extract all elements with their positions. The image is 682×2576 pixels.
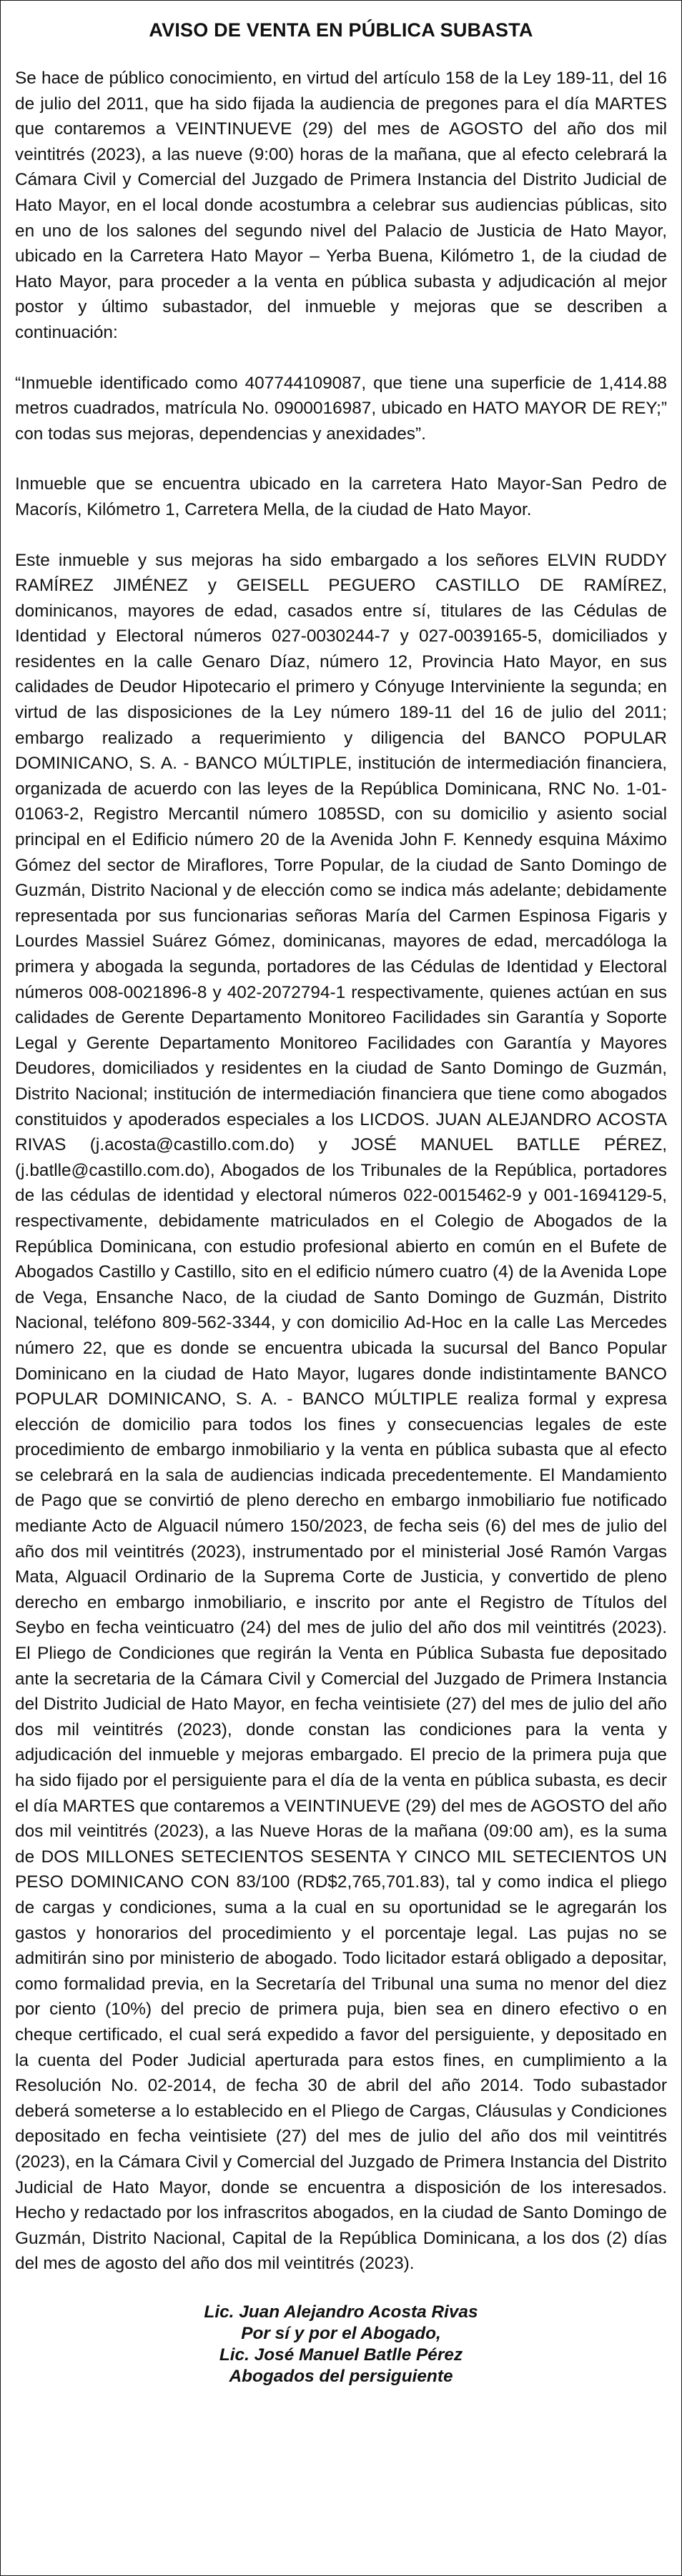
signature-line-attorney-2: Lic. José Manuel Batlle Pérez xyxy=(219,2345,463,2365)
paragraph-property-location: Inmueble que se encuentra ubicado en la carretera Hato Mayor-San Pedro de Macorís, Kilómetro 1, Carretera Mella, de la ciudad de Hato Mayor. xyxy=(15,474,667,519)
paragraph-property-description: “Inmueble identificado como 407744109087, que tiene una superficie de 1,414.88 metros cuadrados, matrícula No. 0900016987, ubicado en HATO MAYOR DE REY;” con todas sus mejoras, dependencias y anexidades”. xyxy=(15,373,667,444)
signature-block xyxy=(15,2302,667,2387)
signature-line-attorney-1: Lic. Juan Alejandro Acosta Rivas xyxy=(204,2302,478,2322)
paragraph-seizure-details: Este inmueble y sus mejoras ha sido embargado a los señores ELVIN RUDDY RAMÍREZ JIMÉNEZ y GEISELL PEGUERO CASTILLO DE RAMÍREZ, dominicanos, mayores de edad, casados entre sí, titulares de las Cédulas de Identidad y Electoral números 027-0030244-7 y 027-0039165-5, domiciliados y residentes en la calle Genaro Díaz, número 12, Provincia Hato Mayor, en sus calidades de Deudor Hipotecario el primero y Cónyuge Interviniente la segunda; en virtud de las disposiciones de la Ley número 189-11 del 16 de julio del 2011; embargo realizado a requerimiento y diligencia del BANCO POPULAR DOMINICANO, S. A. - BANCO MÚLTIPLE, institución de intermediación financiera, organizada de acuerdo con las leyes de la República Dominicana, RNC No. 1-01-01063-2, Registro Mercantil número 1085SD, con su domicilio y asiento social principal en el Edificio número 20 de la Avenida John F. Kennedy esquina Máximo Gómez del sector de Miraflores, Torre Popular, de la ciudad de Santo Domingo de Guzmán, Distrito Nacional y de elección como se indica más adelante; debidamente representada por sus funcionarias señoras María del Carmen Espinosa Figaris y Lourdes Massiel Suárez Gómez, dominicanas, mayores de edad, mercadóloga la primera y abogada la segunda, portadores de las Cédulas de Identidad y Electoral números 008-0021896-8 y 402-2072794-1 respectivamente, quienes actúan en sus calidades de Gerente Departamento Monitoreo Facilidades sin Garantía y Soporte Legal y Gerente Departamento Monitoreo Facilidades con Garantía y Mayores Deudores, domiciliados y residentes en la ciudad de Santo Domingo de Guzmán, Distrito Nacional; institución de intermediación financiera que tiene como abogados constituidos y apoderados especiales a los LICDOS. JUAN ALEJANDRO ACOSTA RIVAS (j.acosta@castillo.com.do) y JOSÉ MANUEL BATLLE PÉREZ, (j.batlle@castillo.com.do), Abogados de los Tribunales de la República, portadores de las cédulas de identidad y electoral números 022-0015462-9 y 001-1694129-5, respectivamente, debidamente matriculados en el Colegio de Abogados de la República Dominicana, con estudio profesional abierto en común en el Bufete de Abogados Castillo y Castillo, sito en el edificio número cuatro (4) de la Avenida Lope de Vega, Ensanche Naco, de la ciudad de Santo Domingo de Guzmán, Distrito Nacional, teléfono 809-562-3344, y con domicilio Ad-Hoc en la calle Las Mercedes número 22, que es donde se encuentra ubicada la sucursal del Banco Popular Dominicano en la ciudad de Hato Mayor, lugares donde indistintamente BANCO POPULAR DOMINICANO, S. A. - BANCO MÚLTIPLE realiza formal y expresa elección de domicilio para todos los fines y consecuencias legales de este procedimiento de embargo inmobiliario y la venta en pública subasta que al efecto se celebrará en la sala de audiencias indicada precedentemente. El Mandamiento de Pago que se convirtió de pleno derecho en embargo inmobiliario fue notificado mediante Acto de Alguacil número 150/2023, de fecha seis (6) del mes de julio del año dos mil veintitrés (2023), instrumentado por el ministerial José Ramón Vargas Mata, Alguacil Ordinario de la Suprema Corte de Justicia, y convertido de pleno derecho en embargo inmobiliario, e inscrito por ante el Registro de Títulos del Seybo en fecha veinticuatro (24) del mes de julio del año dos mil veintitrés (2023). El Pliego de Condiciones que regirán la Venta en Pública Subasta fue depositado ante la secretaria de la Cámara Civil y Comercial del Juzgado de Primera Instancia del Distrito Judicial de Hato Mayor, en fecha veintisiete (27) del mes de julio del año dos mil veintitrés (2023), donde constan las condiciones para la venta y adjudicación del inmueble y mejoras embargado. El precio de la primera puja que ha sido fijado por el persiguiente para el día de la venta en pública subasta, es decir el día MARTES que contaremos a VEINTINUEVE (29) del mes de AGOSTO del año dos mil veintitrés (2023), a las Nueve Horas de la mañana (09:00 am), es la suma de DOS MILLONES SETECIENTOS SESENTA Y CINCO MIL SETECIENTOS UN PESO DOMINICANO CON 83/100 (RD$2,765,701.83), tal y como indica el pliego de cargas y condiciones, suma a la cual en su oportunidad se le agregarán los gastos y honorarios del procedimiento y el porcentaje legal. Las pujas no se admitirán sino por ministerio de abogado. Todo licitador estará obligado a depositar, como formalidad previa, en la Secretaría del Tribunal una suma no menor del diez por ciento (10%) del precio de primera puja, bien sea en dinero efectivo o en cheque certificado, el cual será expedido a favor del persiguiente, y depositado en la cuenta del Poder Judicial aperturada para estos fines, en cumplimiento a la Resolución No. 02-2014, de fecha 30 de abril del año 2014. Todo subastador deberá someterse a lo establecido en el Pliego de Cargas, Cláusulas y Condiciones depositado en fecha veintisiete (27) del mes de julio del año dos mil veintitrés (2023), en la Cámara Civil y Comercial del Juzgado de Primera Instancia del Distrito Judicial de Hato Mayor, donde se encuentra a disposición de los interesados. Hecho y redactado por los infrascritos abogados, en la ciudad de Santo Domingo de Guzmán, Distrito Nacional, Capital de la República Dominicana, a los dos (2) días del mes de agosto del año dos mil veintitrés (2023). xyxy=(15,550,667,2274)
paragraph-hearing-announcement: Se hace de público conocimiento, en virtud del artículo 158 de la Ley 189-11, del 16 de julio del 2011, que ha sido fijada la audiencia de pregones para el día MARTES que contaremos a VEINTINUEVE (29) del mes de AGOSTO del año dos mil veintitrés (2023), a las nueve (9:00) horas de la mañana, que al efecto celebrará la Cámara Civil y Comercial del Juzgado de Primera Instancia del Distrito Judicial de Hato Mayor, en el local donde acostumbra a celebrar sus audiencias públicas, sito en uno de los salones del segundo nivel del Palacio de Justicia de Hato Mayor, ubicado en la Carretera Hato Mayor – Yerba Buena, Kilómetro 1, de la ciudad de Hato Mayor, para proceder a la venta en pública subasta y adjudicación al mejor postor y último subastador, del inmueble y mejoras que se describen a continuación: xyxy=(15,69,667,342)
signature-line-role: Abogados del persiguiente xyxy=(229,2366,453,2386)
signature-line-on-behalf: Por sí y por el Abogado, xyxy=(241,2323,441,2343)
notice-title: AVISO DE VENTA EN PÚBLICA SUBASTA xyxy=(149,19,533,41)
